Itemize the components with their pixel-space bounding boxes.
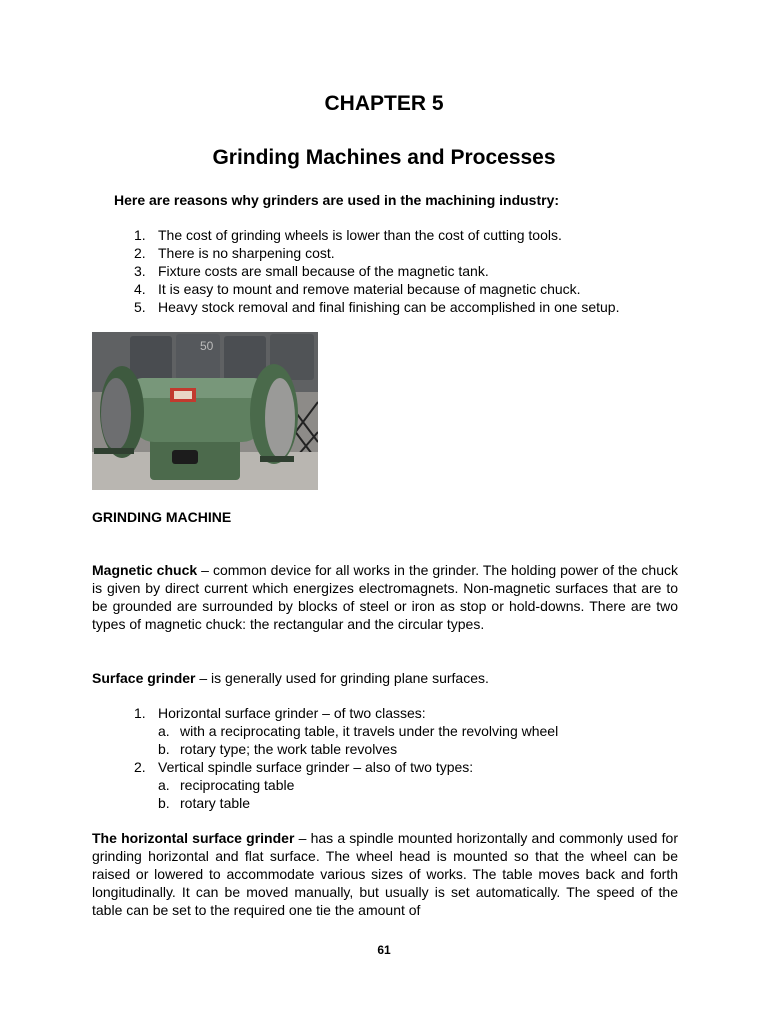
list-item: [134, 244, 619, 262]
list-text: Horizontal surface grinder – of two classes:: [158, 705, 426, 721]
list-item: [134, 704, 558, 722]
definition: – has a spindle mounted horizontally and commonly used for grinding horizontal and flat surface. The wheel head is mounted so that the wheel can be raised or lowered to accommodate various sizes of works. The table moves back and forth longitudinally. It can be moved manually, but usually is set automatically. The speed of the table can be set to the required one tie the amount of: [92, 830, 678, 918]
bench-grinder-photo: [92, 332, 318, 490]
sub-list-item: [134, 776, 558, 794]
list-letter: b.: [158, 795, 170, 811]
sub-list-item: [134, 722, 558, 740]
list-number: 1.: [134, 705, 146, 721]
list-text: The cost of grinding wheels is lower than the cost of cutting tools.: [158, 227, 562, 243]
list-letter: a.: [158, 723, 170, 739]
list-text: with a reciprocating table, it travels under the revolving wheel: [180, 723, 559, 739]
definition: – common device for all works in the grinder. The holding power of the chuck is given by direct current which energizes electromagnets. Non-magnetic surfaces that are to be grounded are surrounded by blocks of steel or iron as stop or hold-downs. There are two types of magnetic chuck: the rectangular and the circular types.: [92, 562, 679, 632]
list-text: rotary table: [180, 795, 251, 811]
list-number: 4.: [134, 281, 146, 297]
list-text: Vertical spindle surface grinder – also of two types:: [158, 759, 474, 775]
page-number: 61: [377, 943, 391, 957]
list-item: [134, 226, 619, 244]
term: The horizontal surface grinder: [92, 830, 295, 846]
list-number: 1.: [134, 227, 146, 243]
chapter-heading: CHAPTER 5: [324, 92, 444, 115]
magnetic-chuck-paragraph: [92, 561, 678, 633]
list-letter: a.: [158, 777, 170, 793]
list-number: 3.: [134, 263, 146, 279]
list-item: [134, 262, 619, 280]
list-item: [134, 298, 619, 316]
list-number: 5.: [134, 299, 146, 315]
list-text: Fixture costs are small because of the magnetic tank.: [158, 263, 489, 279]
list-letter: b.: [158, 741, 170, 757]
term: Surface grinder: [92, 670, 196, 686]
list-text: reciprocating table: [180, 777, 295, 793]
sub-list-item: [134, 794, 558, 812]
sub-list-item: [134, 740, 558, 758]
list-text: There is no sharpening cost.: [158, 245, 335, 261]
list-text: rotary type; the work table revolves: [180, 741, 398, 757]
horizontal-grinder-paragraph: [92, 829, 678, 919]
list-number: 2.: [134, 759, 146, 775]
list-item: [134, 280, 619, 298]
chapter-title: Grinding Machines and Processes: [212, 146, 556, 169]
list-text: Heavy stock removal and final finishing can be accomplished in one setup.: [158, 299, 620, 315]
surface-grinder-paragraph: [92, 669, 678, 687]
grinder-types-list: [134, 704, 558, 812]
svg-text:50: 50: [200, 339, 214, 353]
intro-text: Here are reasons why grinders are used in the machining industry:: [114, 192, 560, 208]
definition: – is generally used for grinding plane surfaces.: [195, 670, 489, 686]
list-item: [134, 758, 558, 776]
list-text: It is easy to mount and remove material because of magnetic chuck.: [158, 281, 581, 297]
list-number: 2.: [134, 245, 146, 261]
section-heading: GRINDING MACHINE: [92, 509, 232, 525]
term: Magnetic chuck: [92, 562, 198, 578]
reasons-list: [134, 226, 619, 316]
